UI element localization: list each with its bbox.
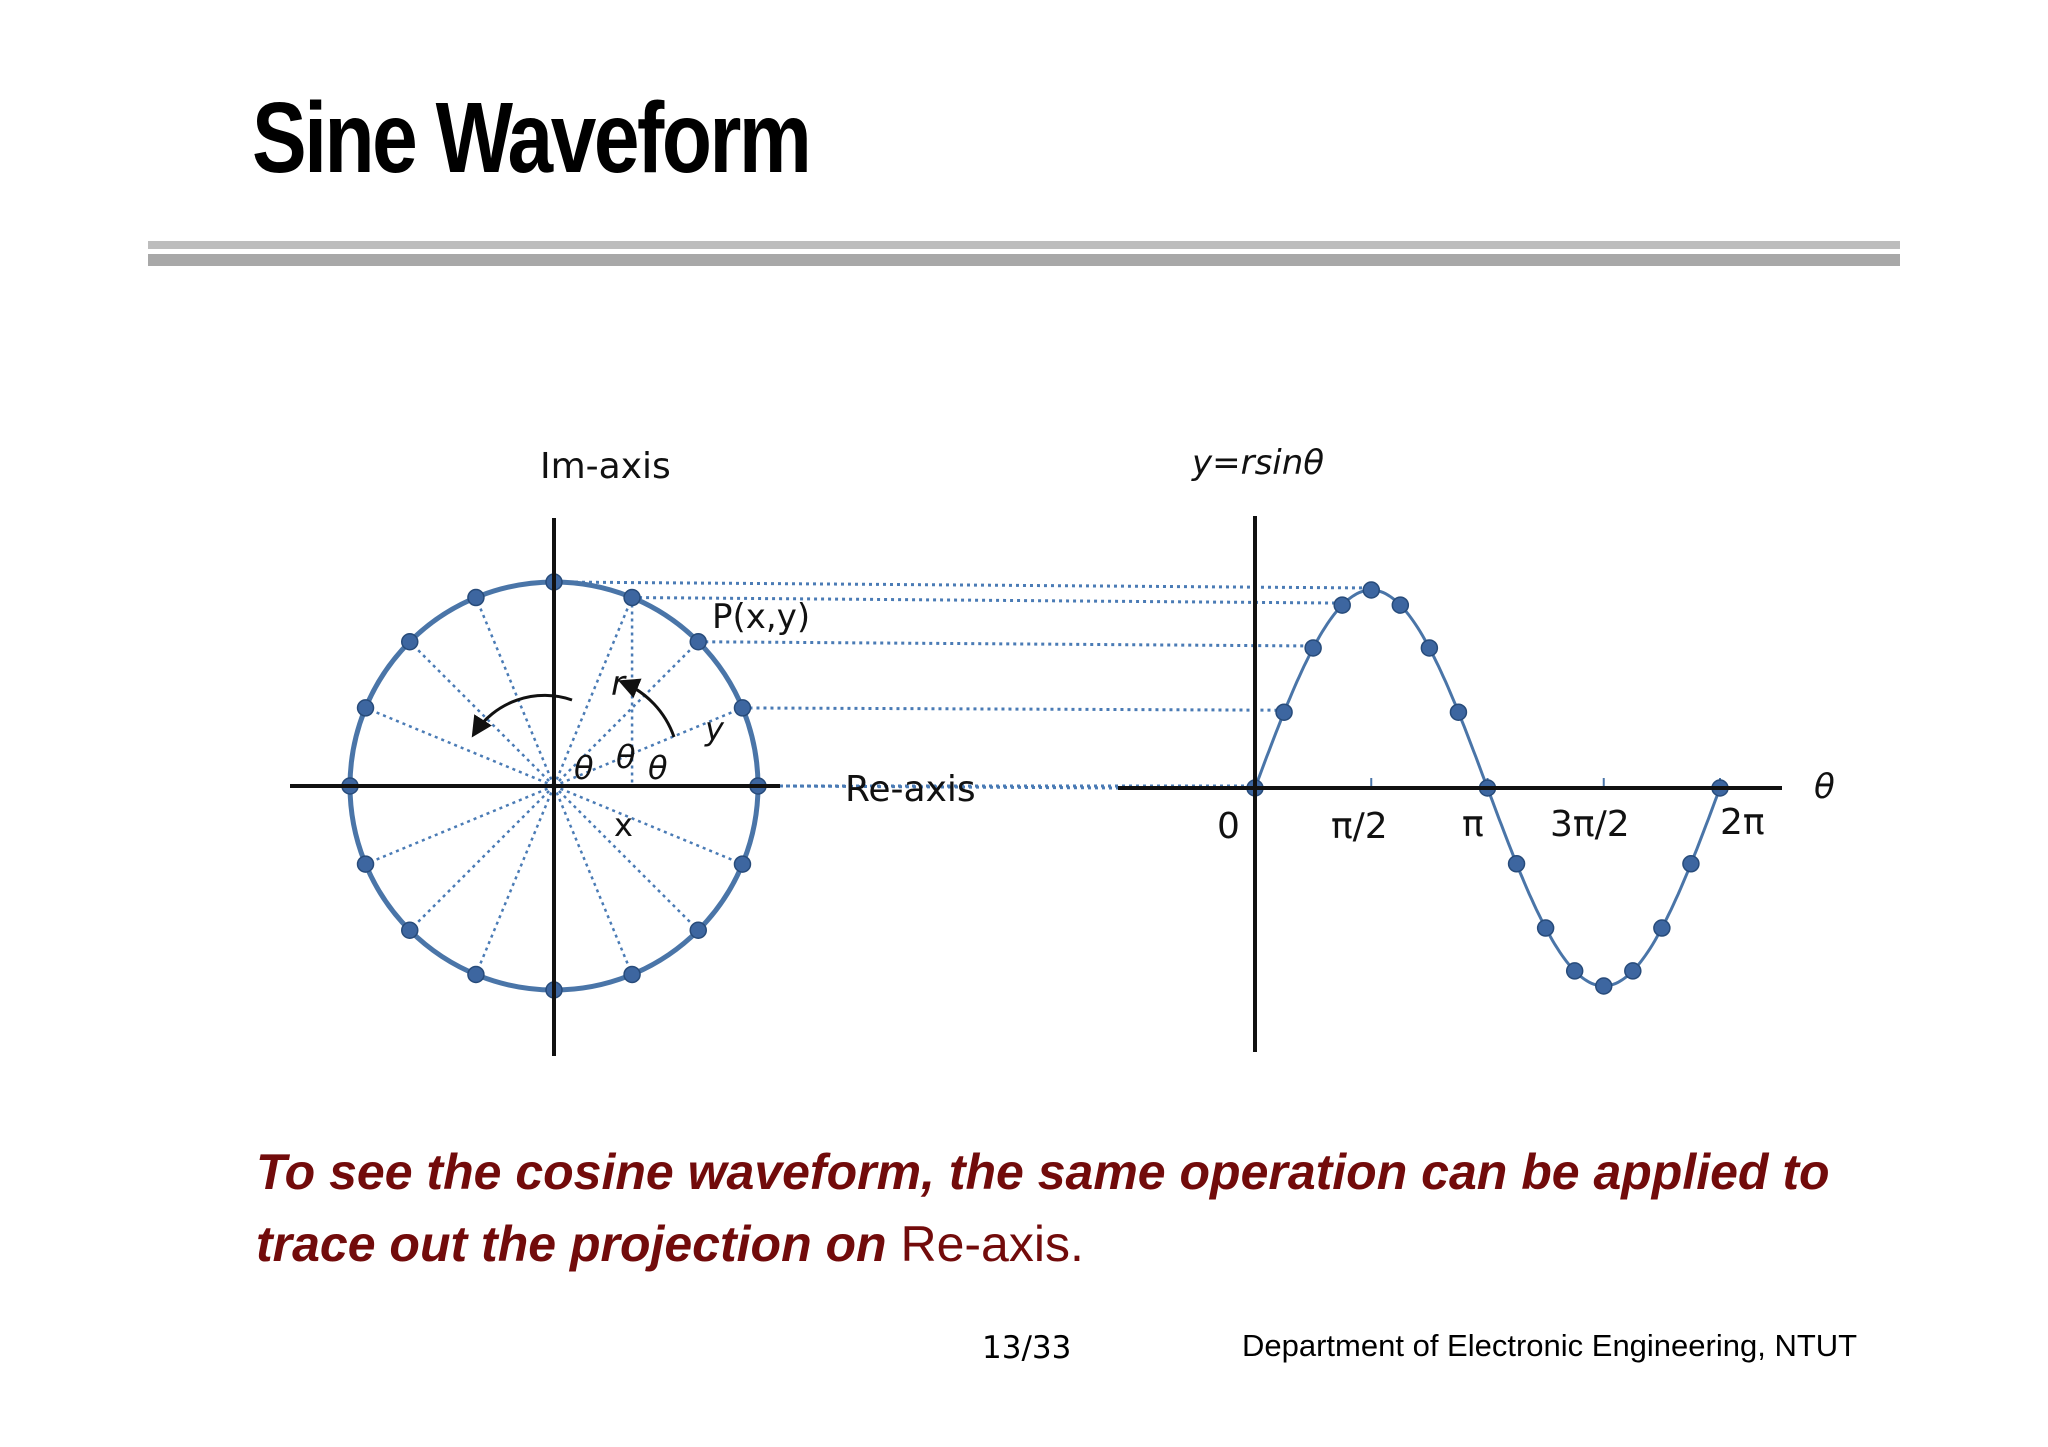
page-number: 13/33 <box>982 1330 1072 1366</box>
department-footer: Department of Electronic Engineering, NTUT <box>1242 1328 1858 1363</box>
projection-line <box>698 642 1313 646</box>
theta-label-1: θ <box>574 749 594 787</box>
x-tick-label-pi: π <box>1462 804 1484 845</box>
circle-point <box>734 856 750 872</box>
wave-point <box>1625 963 1641 979</box>
im-axis-label: Im-axis <box>540 446 671 487</box>
projection-lines <box>554 582 1371 788</box>
circle-spoke <box>410 786 554 930</box>
circle-point <box>624 966 640 982</box>
point-label: P(x,y) <box>712 597 811 637</box>
caption-main: To see the cosine waveform, the same operation can be applied to trace out the projection on <box>256 1144 1830 1272</box>
radius-label: r <box>611 664 625 704</box>
projection-line <box>554 582 1371 588</box>
theta-label-3: θ <box>648 749 668 787</box>
x-tick-label-3pi-half: 3π/2 <box>1550 804 1630 845</box>
wave-point <box>1654 920 1670 936</box>
caption-axis: -axis. <box>964 1216 1084 1272</box>
circle-point <box>468 590 484 606</box>
caption <box>256 1136 1936 1280</box>
wave-point <box>1538 920 1554 936</box>
wave-point <box>1334 597 1350 613</box>
circle-point <box>358 856 374 872</box>
theta-axis-label: θ <box>1814 767 1835 807</box>
rotation-arrow-large <box>474 695 572 734</box>
x-tick-label-pi-half: π/2 <box>1331 806 1388 847</box>
wave-point <box>1596 978 1612 994</box>
theta-label-2: θ <box>616 738 636 776</box>
x-tick-label-0: 0 <box>1217 806 1240 847</box>
projection-line <box>742 708 1284 710</box>
slide-title: Sine Waveform <box>252 82 810 194</box>
circle-point <box>734 700 750 716</box>
circle-point <box>690 922 706 938</box>
wave-point <box>1421 640 1437 656</box>
caption-re: Re <box>900 1216 965 1272</box>
wave-point <box>1450 704 1466 720</box>
circle-point <box>402 634 418 650</box>
circle-point <box>690 634 706 650</box>
wave-point <box>1392 597 1408 613</box>
x-tick-label-2pi: 2π <box>1720 802 1765 843</box>
x-label: x <box>614 806 633 844</box>
circle-point <box>468 966 484 982</box>
wave-point <box>1276 704 1292 720</box>
wave-point <box>1683 856 1699 872</box>
circle-spoke <box>410 642 554 786</box>
wave-point <box>1363 582 1379 598</box>
function-label: y=rsinθ <box>1192 443 1325 483</box>
circle-point <box>402 922 418 938</box>
circle-point <box>358 700 374 716</box>
y-label: y <box>705 710 724 748</box>
wave-point <box>1509 856 1525 872</box>
circle-point <box>624 590 640 606</box>
wave-point <box>1305 640 1321 656</box>
wave-point <box>1567 963 1583 979</box>
re-axis-label: Re-axis <box>845 769 976 810</box>
